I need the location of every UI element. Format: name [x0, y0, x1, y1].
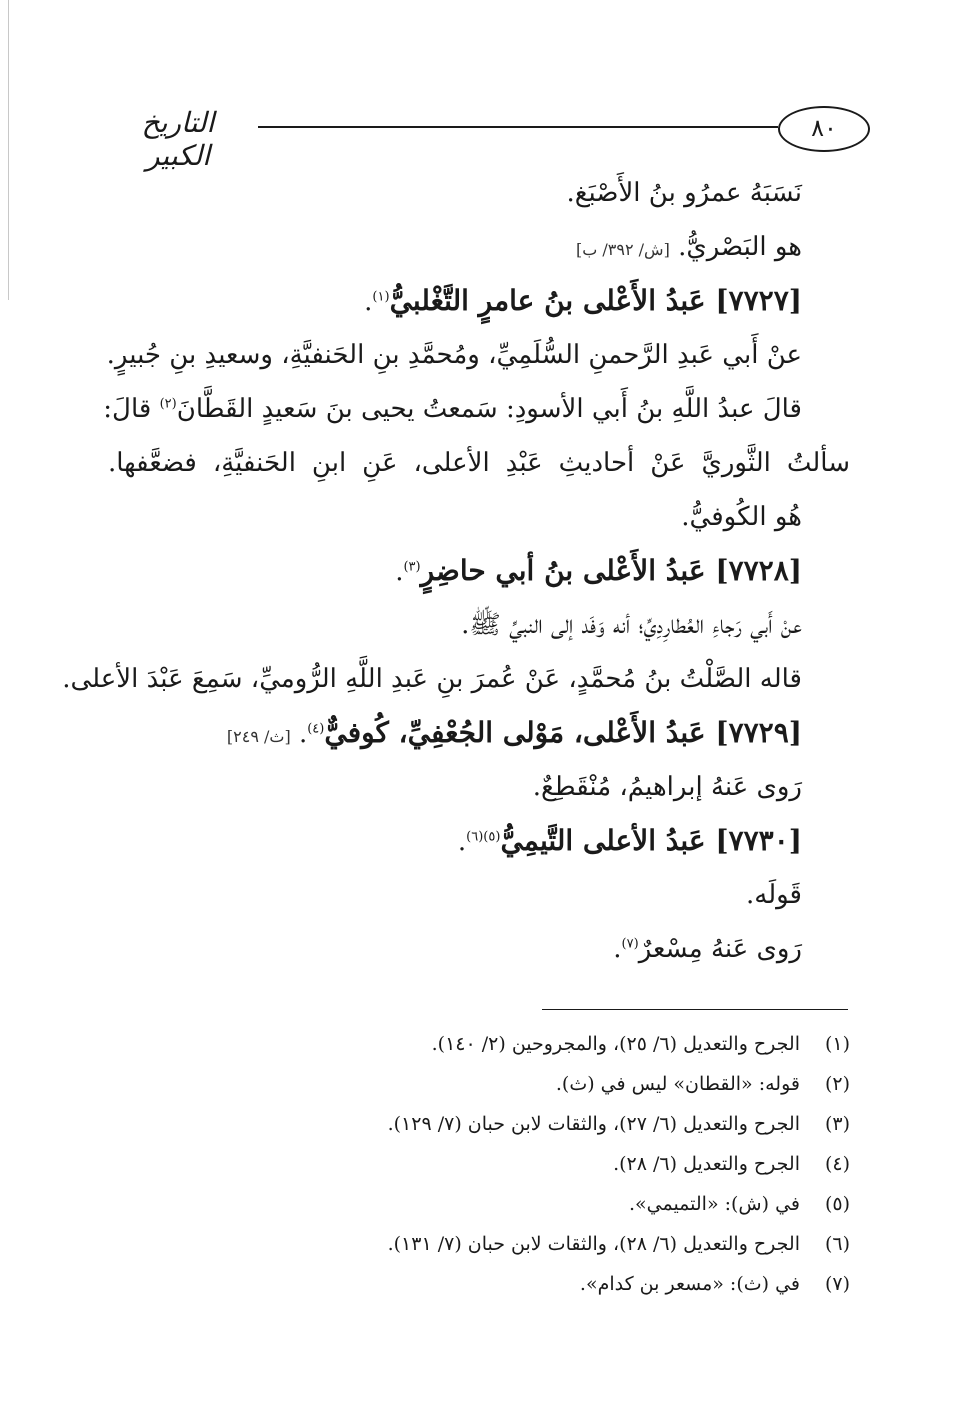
footnote-number: (٧): [824, 1273, 850, 1295]
footnote-separator: [542, 1009, 848, 1010]
footnote-item: [200, 1224, 850, 1264]
entry-heading: [٧٧٢٧] عَبدُ الأَعْلى بنُ عامرٍ التَّغْلبيُّ$^{(١)}$.: [364, 284, 802, 317]
footnotes: [200, 1024, 850, 1304]
page-header: [108, 100, 868, 172]
footnote-item: [200, 1264, 850, 1304]
text-line: قَولَه.: [746, 880, 802, 910]
footnote-item: [200, 1064, 850, 1104]
footnote-item: [200, 1024, 850, 1064]
footnote-text: الجرح والتعديل (٦/ ٢٥)، والمجروحين (٢/ ١٤٠).: [431, 1033, 800, 1055]
text-line: عنْ أَبي عَبدِ الرَّحمنِ السُّلَمِيِّ، ومُحمَّدِ بنِ الحَنفيَّةِ، وسعيدِ بنِ جُبيرٍ.: [106, 340, 802, 370]
text-line: نَسَبَهُ عمرُو بنُ الأَصْبَغ.: [566, 178, 802, 208]
footnote-text: قوله: «القطان» ليس في (ث).: [555, 1073, 800, 1095]
footnote-number: (٢): [824, 1073, 850, 1095]
footnote-marker: (٣): [403, 559, 421, 575]
footnote-item: [200, 1104, 850, 1144]
footnote-number: (١): [824, 1033, 850, 1055]
manuscript-ref: [ث/ ٢٤٩]: [226, 727, 291, 746]
text-line: رَوى عَنهُ مِسْعرٌ$^{(٧)}$.: [613, 934, 802, 964]
footnote-text: في (ث): «مسعر بن كدام».: [579, 1273, 800, 1295]
text-line: قاله الصَّلْتُ بنُ مُحمَّدٍ، عَنْ عُمرَ بنِ عَبدِ اللَّهِ الرُّوميِّ، سَمِعَ عَبْدَ الأعلى.: [62, 664, 802, 694]
footnote-text: الجرح والتعديل (٦/ ٢٧)، والثقات لابن حبان (٧/ ١٢٩).: [387, 1113, 800, 1135]
text-line: عنْ أَبي رَجاءِ العُطارِدِيِّ؛ أنه وَفَد إلى النبيِّ ﷺ.: [461, 610, 802, 640]
footnote-marker: (٥)(٦): [466, 829, 501, 845]
footnote-item: [200, 1184, 850, 1224]
book-title: التاريخ الكبير: [141, 106, 215, 172]
footnote-marker: (٧): [621, 936, 639, 952]
footnote-text: الجرح والتعديل (٦/ ٢٨)، والثقات لابن حبان (٧/ ١٣١).: [387, 1233, 800, 1255]
footnote-number: (٣): [824, 1113, 850, 1135]
text-line: هو البَصْريُّ. [ش/ ٣٩٢/ ب]: [576, 232, 802, 262]
manuscript-ref: [ش/ ٣٩٢/ ب]: [576, 240, 670, 259]
footnote-number: (٥): [824, 1193, 850, 1215]
footnote-marker: (٢): [159, 396, 177, 412]
page-number: ٨٠: [778, 106, 870, 152]
entry-heading: [٧٧٢٩] عَبدُ الأَعْلى، مَوْلى الجُعْفِيِّ، كُوفيٌّ$^{(٤)}$. [ث/ ٢٤٩]: [226, 716, 802, 749]
text-line: سألتُ الثَّوريَّ عَنْ أحاديثِ عَبْدِ الأعلى، عَنِ ابنِ الحَنفيَّةِ، فضعَّفها.: [108, 448, 850, 478]
text-line: رَوى عَنهُ إبراهيمُ، مُنْقَطِعٌ.: [532, 772, 802, 802]
footnote-marker: (٤): [307, 721, 325, 737]
header-rule: [258, 126, 778, 128]
scan-edge-line: [8, 0, 9, 300]
footnote-number: (٦): [824, 1233, 850, 1255]
entry-heading: [٧٧٢٨] عَبدُ الأَعْلى بنُ أبي حاضِرٍ$^{(٣)}$.: [395, 554, 802, 587]
footnote-item: [200, 1144, 850, 1184]
footnote-number: (٤): [824, 1153, 850, 1175]
entry-heading: [٧٧٣٠] عَبدُ الأعلى التَّيمِيُّ$^{(٥)(٦)}$.: [457, 824, 802, 857]
text-line: قالَ عبدُ اللَّهِ بنُ أَبي الأسودِ: سَمعتُ يحيى بنَ سَعيدٍ القَطَّانَ$^{(٢)}$ قالَ:: [103, 394, 802, 424]
text-line: هُو الكُوفيُّ.: [681, 502, 802, 532]
footnote-marker: (١): [372, 289, 390, 305]
main-text: [62, 166, 850, 976]
footnote-text: في (ش): «التميمي».: [628, 1193, 800, 1215]
footnote-text: الجرح والتعديل (٦/ ٢٨).: [613, 1153, 800, 1175]
